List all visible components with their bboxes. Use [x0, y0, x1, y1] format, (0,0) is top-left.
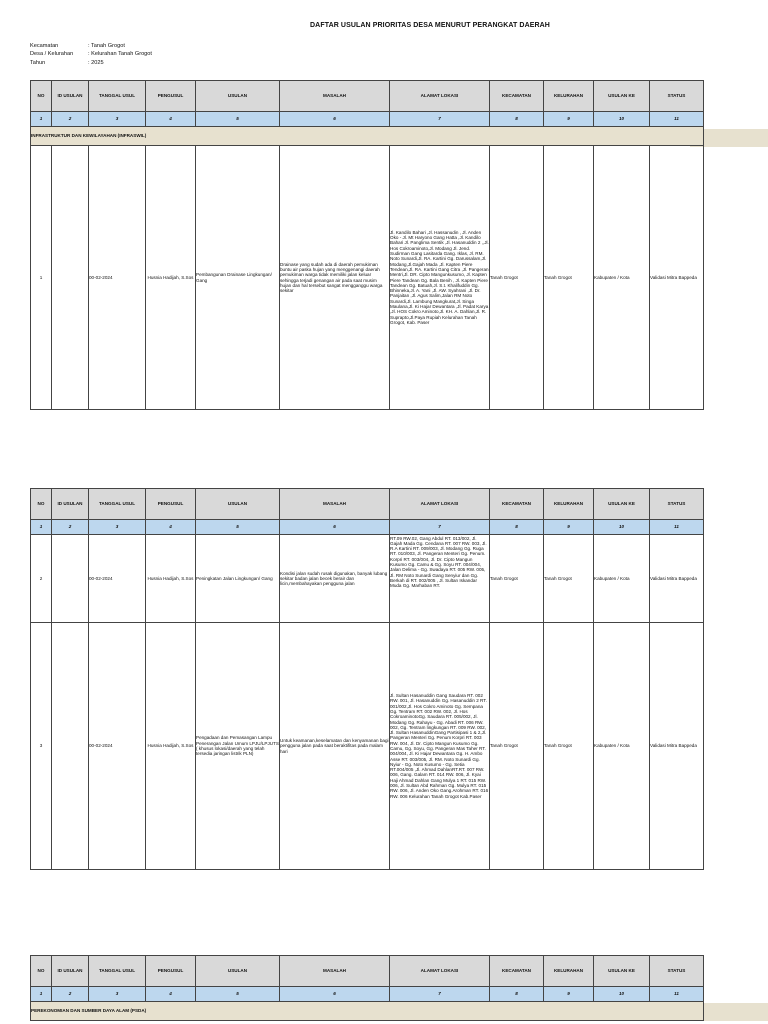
cell-kecamatan: Tanah Grogot [490, 535, 544, 623]
meta-value: : Kelurahan Tanah Grogot [88, 51, 152, 58]
col-number: 10 [594, 987, 650, 1002]
col-number: 1 [31, 112, 52, 127]
col-header: TANGGAL USUL [89, 489, 146, 520]
col-number: 4 [146, 112, 196, 127]
col-number: 11 [650, 987, 704, 1002]
col-number: 6 [280, 520, 390, 535]
meta-label: Tahun [30, 59, 46, 66]
col-header: TANGGAL USUL [89, 956, 146, 987]
col-number: 4 [146, 520, 196, 535]
col-header: USULAN [196, 81, 280, 112]
cell-usulan-ke: Kabupaten / Kota [594, 146, 650, 410]
section-title: INFRASTRUKTUR DAN KEWILAYAHAN (INFRASWIL) [31, 127, 704, 146]
col-header: KELURAHAN [544, 81, 594, 112]
col-number: 7 [390, 112, 490, 127]
meta-value: : 2025 [88, 59, 104, 66]
col-header: STATUS [650, 489, 704, 520]
cell-tanggal: 00-02-2024 [89, 535, 146, 623]
cell-alamat: Jl. Kandilo Bahari ,Jl. Hassanudin , Jl. Anden Oko - Jl. Mt Haryono Gang Hatta ,Jl. Kandilo Bahari Jl. Panglima Sentik ,Jl. Hasanuddin 2 ,,Jl. Hos Cokroaminoto,Jl. Modang Jl. Jend. Sudirman Gang Lasitarda Gang. Iklas, Jl. RM. Noto Sunardi,Jl. RA. Kartini Gg. Darussalam,Jl. Modang,Jl.Gajah Mada ,Jl. Kapten Piere Tendean,Jl. RA. Kartini Gang Citra ,Jl. Pangeran Mentri,Jl. DR. Cipto Mangunkusumo, Jl. Kapten Piere Tandean Gg. Bala Benih , Jl. Kapten Piere Tandean Gg. Batuah,Jl. S.t. Khalifuddin Gg. Bhinneka,Jl. A. Yani ,Jl. AW. Syahrani ,Jl. Dr. Panjaitan ,Jl. Agus Salim,Jalan RM Noto Sunardi,Jl. Lambung Mangkurat,Jl. Singa Maulana,Jl. Ki Hajar Dewantara ,Jl. Padat Karya ,Jl. HOS Cokro Aminoto,Jl. KH. A. Dahlan,Jl. R. Suprapto,Jl.Paya Rupiah Kelurahan Tanah Grogot, Kab. Paser [390, 146, 490, 410]
header-row [31, 81, 704, 112]
col-number: 7 [390, 520, 490, 535]
col-number: 9 [544, 520, 594, 535]
column-number-row [31, 987, 704, 1002]
section-row [31, 127, 704, 146]
cell-kecamatan: Tanah Grogot [490, 623, 544, 870]
col-header: PENGUSUL [146, 489, 196, 520]
section-row [31, 1002, 704, 1021]
col-number: 6 [280, 987, 390, 1002]
col-header: KECAMATAN [490, 489, 544, 520]
col-header: USULAN [196, 956, 280, 987]
cell-usulan-ke: Kabupaten / Kota [594, 623, 650, 870]
col-header: PENGUSUL [146, 956, 196, 987]
col-header: ALAMAT LOKASI [390, 956, 490, 987]
cell-status: Validasi Mitra Bappeda [650, 146, 704, 410]
col-number: 11 [650, 112, 704, 127]
table-row [31, 146, 704, 410]
cell-status: Validasi Mitra Bappeda [650, 623, 704, 870]
cell-kelurahan: Tanah Grogot [544, 535, 594, 623]
column-number-row [31, 112, 704, 127]
col-number: 1 [31, 520, 52, 535]
cell-alamat [390, 535, 490, 623]
proposal-table-3 [30, 955, 704, 1021]
meta-label: Kecamatan [30, 43, 59, 49]
col-number: 2 [52, 987, 89, 1002]
document-meta [30, 42, 152, 67]
cell-usulan-ke: Kabupaten / Kota [594, 535, 650, 623]
cell-id [52, 535, 89, 623]
col-header: ID USULAN [52, 489, 89, 520]
column-number-row [31, 520, 704, 535]
cell-id [52, 623, 89, 870]
col-header: ID USULAN [52, 81, 89, 112]
header-row [31, 489, 704, 520]
col-header: USULAN KE [594, 956, 650, 987]
col-number: 8 [490, 520, 544, 535]
col-number: 11 [650, 520, 704, 535]
cell-no: 2 [31, 535, 52, 623]
col-number: 5 [196, 112, 280, 127]
col-header: ID USULAN [52, 956, 89, 987]
meta-value: : Tanah Grogot [88, 43, 125, 49]
cell-masalah: Kondisi jalan sudah rusak digunakan, banyak lubang sekitar badan jalan becek berair dan licin,membahayakan pengguna jalan [280, 535, 390, 623]
cell-kelurahan: Tanah Grogot [544, 623, 594, 870]
cell-tanggal: 00-02-2024 [89, 146, 146, 410]
col-header: KELURAHAN [544, 489, 594, 520]
proposal-table-1 [30, 80, 704, 410]
col-header: MASALAH [280, 956, 390, 987]
cell-masalah: Drainase yang sudah ada di daerah pemukiman buntu air paska hujan yang menggenangi daerah pemukiman warga tidak memiliki jalan keluar sehingga terjadi genangan air pada saat musim hujan dan hal tersebut sangat mengganggu warga sekitar [280, 146, 390, 410]
col-number: 3 [89, 987, 146, 1002]
col-header: MASALAH [280, 489, 390, 520]
col-number: 1 [31, 987, 52, 1002]
proposal-table-2 [30, 488, 704, 870]
col-number: 2 [52, 520, 89, 535]
col-header: USULAN [196, 489, 280, 520]
col-header: NO [31, 489, 52, 520]
col-number: 5 [196, 987, 280, 1002]
col-number: 2 [52, 112, 89, 127]
cell-masalah: Untuk keamanan,keselamatan dan kenyamanan bagi pengguna jalan pada saat beraktifitas pada malam hari [280, 623, 390, 870]
col-header: KECAMATAN [490, 956, 544, 987]
col-header: KELURAHAN [544, 956, 594, 987]
col-number: 4 [146, 987, 196, 1002]
page-title: DAFTAR USULAN PRIORITAS DESA MENURUT PERANGKAT DAERAH [310, 22, 550, 29]
cell-alamat: Jl. Sultan Hasanuddin Gang Saudara RT. 002 RW. 001, Jl. Hasanuddin Gg. Hasanuddin 2 RT. 001/002,Jl. Hos Cokro Aminoto Gg. Sempana Gg. Tentram RT. 002 RW. 002, Jl. Hos CokroaminotoGg. Saudara RT. 005/002, Jl. Modang Gg. Rahayu - Gg. Abadi RT. 006 RW. 002, Gg. Tentram lingkungan RT. 009 RW. 002, Jl. Sultan HasanuddinGang Partisipasi 1 & 2,Jl. Pangeran Menteri Gg. Penum Korpri RT. 003 RW. 004, Jl. Dr. Cipto Mangun Kusumo Gg. Camu, Gg. Soyu, Gg. Pangeran Mas Taher RT. 004/004, Jl. Ki Hajar Dewantara Gg. H. Ambo Asse RT. 003/005, Jl. RM. Noto Sunardi Gg. Nyiur - Gg. Noto Kusumo - Gg. Setia RT.004/005 ,Jl. Ahmad DahlanRT.RT. 007 RW. 006, Gang. Galam RT. 014 RW. 006, Jl. Kyai Haji Ahmad Dahlan Gang Mulya 1 RT. 015 RW. 006, Jl. Sultan Abd Rahman Gg. Mulya RT. 015 RW. 006, Jl. Anden Oko Gang.Arohman RT. 016 RW. 006 Kelurahan Tanah Grogot Kab.Paser [390, 623, 490, 870]
cell-id [52, 146, 89, 410]
cell-pengusul: Husnia Hadijah, S.Sos [146, 623, 196, 870]
col-number: 8 [490, 112, 544, 127]
col-number: 5 [196, 520, 280, 535]
cell-kelurahan: Tanah Grogot [544, 146, 594, 410]
cell-status: Validasi Mitra Bappeda [650, 535, 704, 623]
col-number: 6 [280, 112, 390, 127]
section-title: PEREKONOMIAN DAN SUMBER DAYA ALAM (PSDA) [31, 1002, 704, 1021]
cell-kecamatan: Tanah Grogot [490, 146, 544, 410]
col-header: STATUS [650, 956, 704, 987]
col-header: ALAMAT LOKASI [390, 81, 490, 112]
col-number: 9 [544, 987, 594, 1002]
col-header: NO [31, 956, 52, 987]
cell-usulan: Peningkatan Jalan Lingkungan/ Gang [196, 535, 280, 623]
table-row [31, 535, 704, 623]
col-number: 3 [89, 520, 146, 535]
col-number: 3 [89, 112, 146, 127]
cell-tanggal: 00-02-2024 [89, 623, 146, 870]
col-header: STATUS [650, 81, 704, 112]
cell-pengusul: Husnia Hadijah, S.Sos [146, 535, 196, 623]
header-row [31, 956, 704, 987]
col-number: 9 [544, 112, 594, 127]
col-number: 10 [594, 520, 650, 535]
col-header: NO [31, 81, 52, 112]
col-number: 10 [594, 112, 650, 127]
cell-no: 3 [31, 623, 52, 870]
col-header: MASALAH [280, 81, 390, 112]
cell-no: 1 [31, 146, 52, 410]
cell-pengusul: Husnia Hadijah, S.Sos [146, 146, 196, 410]
alamat-text: RT.09 RW.02, Gang Abdul RT. 013/002, Jl. Gajah Mada Gg. Cendana RT. 007 RW. 003, Jl. R.A Kartini RT. 009/003, Jl. Modang Gg. Ruga RT. 010/003, Jl. Pangeran Menteri Gg. Penum. Korpri RT. 003/004, Jl. Dr. Cipto Mangun Kusumo Gg. Camu & Gg. Soyu RT. 004/004, Jalan Delima - Gg. Swadaya RT. 005 RW. 005, Jl. RM Noto Sunardi Gang Senyiur dan Gg. Berkah di RT. 002/005 , Jl. Sultan Iskandar Muda Gg. Marhaban RT. [390, 535, 487, 589]
col-header: KECAMATAN [490, 81, 544, 112]
col-header: ALAMAT LOKASI [390, 489, 490, 520]
col-number: 8 [490, 987, 544, 1002]
col-header: TANGGAL USUL [89, 81, 146, 112]
table-row [31, 623, 704, 870]
col-header: PENGUSUL [146, 81, 196, 112]
col-header: USULAN KE [594, 81, 650, 112]
cell-usulan: Pembangunan Drainase Lingkungan/ Gang [196, 146, 280, 410]
col-number: 7 [390, 987, 490, 1002]
cell-usulan: Pengadaan dan Pemasangan Lampu Penerangan Jalan Umum LPJU/LPJUTS ( khusus lokasi/daerah yang telah tersedia jaringan listrik PLN) [196, 623, 280, 870]
meta-label: Desa / Kelurahan [30, 51, 74, 58]
col-header: USULAN KE [594, 489, 650, 520]
